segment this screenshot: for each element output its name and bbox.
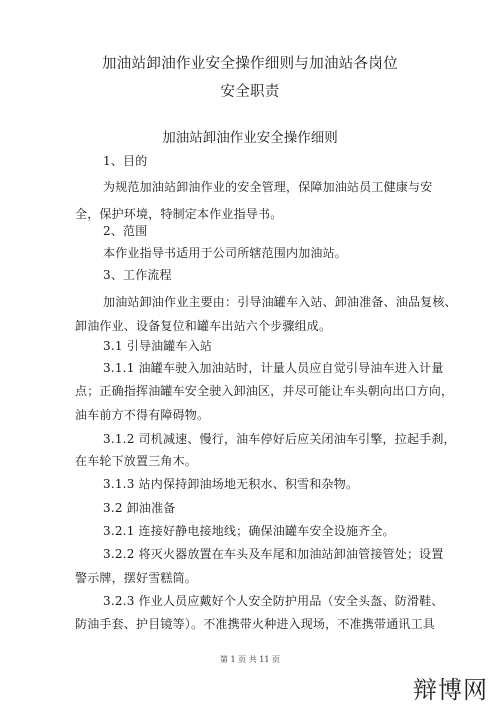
paragraph-line: 3.1.3 站内保持卸油场地无积水、积雪和杂物。 xyxy=(103,477,359,491)
subheading: 3.1 引导油罐车入站 xyxy=(103,339,213,353)
document-title-line-2: 安全职责 xyxy=(220,84,280,100)
heading-purpose: 1、目的 xyxy=(103,154,148,168)
paragraph-line: 油车前方不得有障碍物。 xyxy=(75,408,210,422)
paragraph-line: 防油手套、护目镜等）。不准携带火种进入现场，不准携带通讯工具 xyxy=(75,617,436,631)
page-footer: 第 1 页 共 11 页 xyxy=(220,655,280,664)
heading-workflow: 3、工作流程 xyxy=(103,268,172,282)
paragraph-line: 3.2.3 作业人员应戴好个人安全防护用品（安全头盔、防滑鞋、 xyxy=(103,594,444,608)
subheading: 3.2 卸油准备 xyxy=(103,501,176,515)
paragraph-line: 3.1.1 油罐车驶入加油站时，计量人员应自觉引导油车进入计量 xyxy=(103,361,444,375)
paragraph-line: 点；正确指挥油罐车安全驶入卸油区，并尽可能让车头朝向出口方向， xyxy=(75,384,454,398)
paragraph-line: 在车轮下放置三角木。 xyxy=(75,454,198,468)
paragraph-line: 3.2.2 将灭火器放置在车头及车尾和加油站卸油管接管处；设置 xyxy=(103,547,444,561)
paragraph-line: 加油站卸油作业主要由：引导油罐车入站、卸油准备、油品复核、 xyxy=(103,295,457,309)
watermark-logo: 辩博网 xyxy=(413,676,488,704)
paragraph-line: 3.2.1 连接好静电接地线；确保油罐车安全设施齐全。 xyxy=(103,524,395,538)
section-title: 加油站卸油作业安全操作细则 xyxy=(162,130,338,146)
heading-scope: 2、范围 xyxy=(103,224,148,238)
paragraph-line: 全，保护环境，特制定本作业指导书。 xyxy=(75,207,283,221)
paragraph-line: 为规范加油站卸油作业的安全管理，保障加油站员工健康与安 xyxy=(103,180,433,194)
paragraph-line: 本作业指导书适用于公司所辖范围内加油站。 xyxy=(103,246,348,260)
paragraph-line: 3.1.2 司机减速、慢行，油车停好后应关闭油车引擎，拉起手刹， xyxy=(103,432,456,446)
document-title-line-1: 加油站卸油作业安全操作细则与加油站各岗位 xyxy=(102,56,398,72)
paragraph-line: 卸油作业、设备复位和罐车出站六个步骤组成。 xyxy=(75,319,332,333)
paragraph-line: 警示牌，摆好雪糕筒。 xyxy=(75,571,198,585)
